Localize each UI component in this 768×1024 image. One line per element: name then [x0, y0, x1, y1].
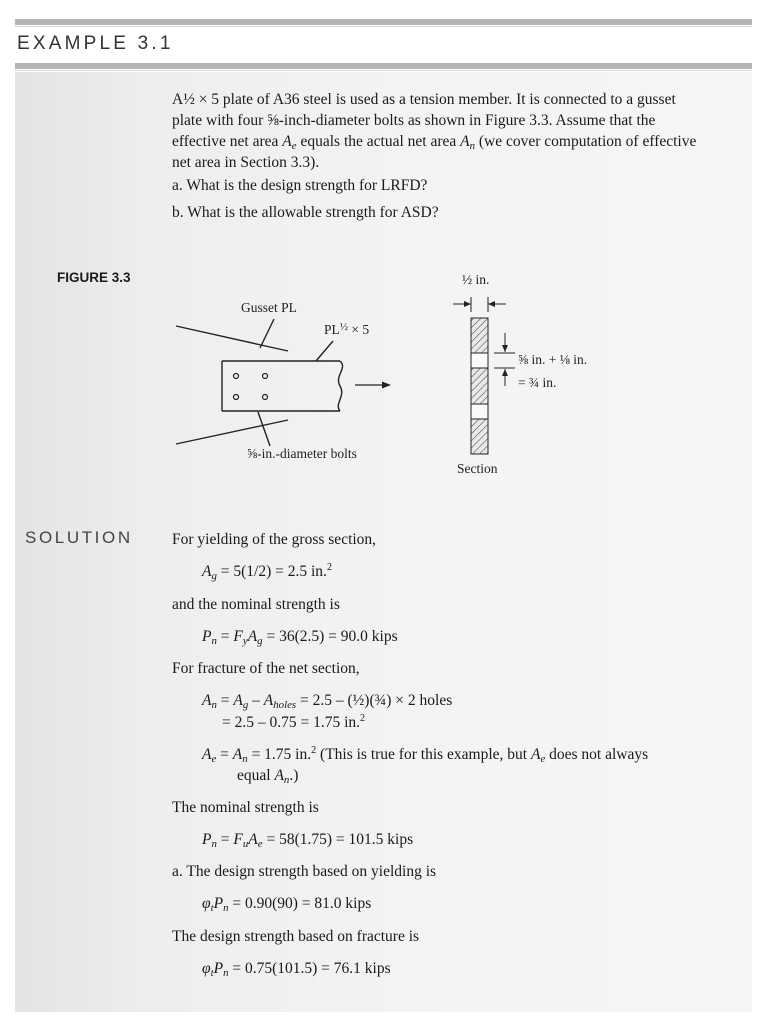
plate-leader — [316, 341, 333, 361]
thickness-dimension — [453, 297, 506, 312]
solution-text-3: For fracture of the net section, — [172, 660, 360, 677]
gusset-leader — [260, 319, 274, 348]
thickness-label: ½ in. — [462, 272, 490, 287]
problem-line-1: A½ × 5 plate of A36 steel is used as a tension member. It is connected to a gusset — [172, 91, 676, 108]
equation-pn-fracture: $P_n = F_uA_e = 58(1.75) = 101.5$ kips — [202, 831, 414, 850]
equation-pn-yield: $P_n = F_yA_g = 36(2.5) = 90.0$ kips — [202, 628, 398, 647]
solution-text-2: and the nominal strength is — [172, 596, 340, 613]
hole-dimension — [494, 333, 515, 386]
figure-3-3-diagram — [170, 268, 630, 483]
bolt-group — [234, 374, 268, 400]
section-label: Section — [457, 461, 498, 476]
solution-text-1: For yielding of the gross section, — [172, 531, 377, 548]
hole-size-label: ⅝ in. + ⅛ in. — [518, 352, 588, 367]
bolt — [263, 395, 268, 400]
example-title: EXAMPLE 3.1 — [17, 33, 174, 54]
top-rule — [15, 19, 752, 25]
equation-phi-yield: $\varphi_tP_n = 0.90(90) = 81.0$ kips — [202, 895, 372, 914]
problem-line-3: effective net area $A_e$ equals the actual net area $A_n$ (we cover computation of effective — [172, 133, 697, 152]
figure-label: FIGURE 3.3 — [57, 270, 131, 285]
gusset-plate-outline-lower — [176, 420, 288, 444]
hole-size-result: = ¾ in. — [518, 375, 557, 390]
title-rule-thin — [15, 70, 752, 71]
bolt — [234, 395, 239, 400]
equation-ae-continued: equal $A_n$.) — [237, 767, 299, 786]
equation-ag: $A_g = 5(1/2) = 2.5$ in.$^2$ — [202, 562, 332, 582]
load-arrow — [355, 382, 391, 389]
plate-break-line — [338, 361, 342, 411]
bolts-label: ⅝-in.-diameter bolts — [247, 446, 357, 461]
question-a: a. What is the design strength for LRFD? — [172, 177, 428, 194]
question-b: b. What is the allowable strength for ASD? — [172, 204, 439, 221]
solution-text-6: The design strength based on fracture is — [172, 928, 420, 945]
plate-label: $PL^{\frac{1}{2}} \times 5$ — [324, 321, 370, 337]
equation-an-result: = 2.5 – 0.75 = 1.75 in.$^2$ — [222, 713, 366, 731]
equation-phi-fracture: $\varphi_tP_n = 0.75(101.5) = 76.1$ kips — [202, 960, 391, 979]
equation-an: $A_n = A_g - A_{holes} = 2.5$ – (½)(¾) × 2 holes — [202, 692, 453, 711]
problem-line-2: plate with four ⅝-inch-diameter bolts as shown in Figure 3.3. Assume that the — [172, 112, 656, 129]
bolt-leader — [258, 412, 270, 446]
problem-line-3a: effective net area — [172, 133, 283, 150]
problem-line-4: net area in Section 3.3). — [172, 154, 320, 171]
problem-line-3b: equals the actual net area — [296, 133, 461, 150]
solution-text-5: a. The design strength based on yielding is — [172, 863, 437, 880]
equation-ae: $A_e = A_n = 1.75$ in.$^2$ (This is true for this example, but $A_e$ does not always — [202, 745, 649, 765]
tension-plate-outline — [222, 361, 340, 411]
solution-label: SOLUTION — [25, 528, 133, 547]
plate-section — [471, 318, 488, 454]
solution-text-4: The nominal strength is — [172, 799, 319, 816]
bolt — [234, 374, 239, 379]
problem-line-3c: (we cover computation of effective — [475, 133, 697, 150]
bolt — [263, 374, 268, 379]
title-rule — [15, 63, 752, 69]
gusset-plate-outline — [176, 326, 288, 351]
top-rule-thin — [15, 26, 752, 27]
gusset-label: Gusset PL — [241, 300, 297, 315]
